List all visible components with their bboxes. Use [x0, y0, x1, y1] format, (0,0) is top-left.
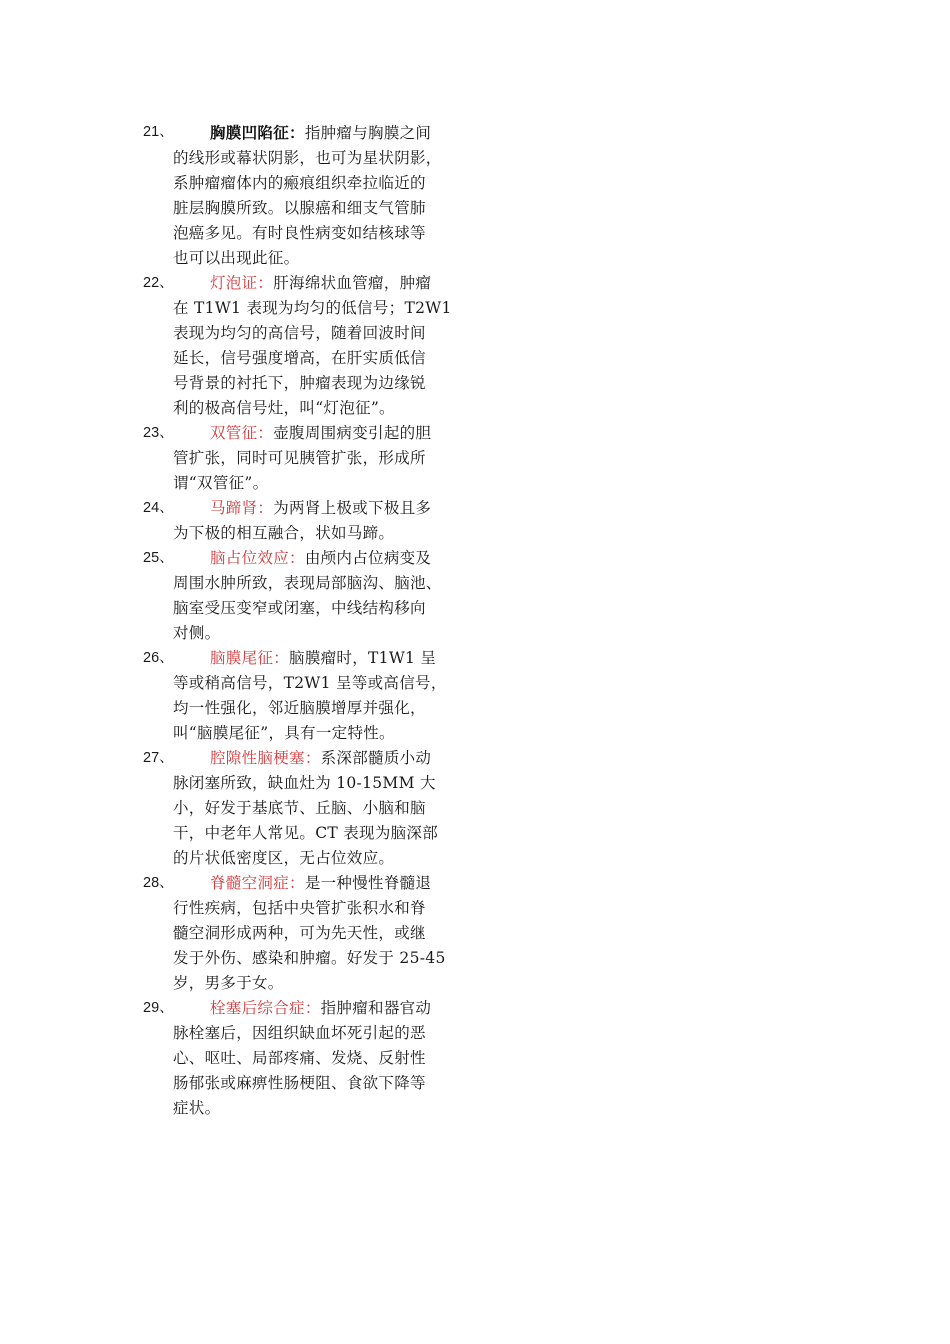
entry-line: 岁，男多于女。: [173, 974, 284, 992]
entry-line: [173, 646, 463, 671]
entry-definition-text: 系深部髓质小动: [320, 749, 432, 767]
entry-definition-text: 肝海绵状血管瘤，肿瘤: [273, 274, 432, 292]
definition-entry: [143, 996, 463, 1121]
entry-line: 症状。: [173, 1099, 221, 1117]
entry-number: 27、: [143, 750, 174, 766]
entry-number: 24、: [143, 500, 174, 516]
entry-number: 26、: [143, 650, 174, 666]
entry-definition-text: 指肿瘤和器官动: [320, 999, 432, 1017]
definition-entry: [143, 271, 463, 421]
definition-entry: [143, 496, 463, 546]
entry-number: 22、: [143, 275, 174, 291]
entry-line: 肠郁张或麻痹性肠梗阻、食欲下降等: [173, 1074, 426, 1092]
entry-line: 延长，信号强度增高，在肝实质低信: [173, 349, 426, 367]
entry-line: 小，好发于基底节、丘脑、小脑和脑: [173, 799, 426, 817]
entry-term: 栓塞后综合症: [210, 999, 305, 1017]
entry-line: [173, 746, 463, 771]
entry-line: 也可以出现此征。: [173, 249, 300, 267]
definition-entry: [143, 421, 463, 496]
entry-term-colon: ：: [257, 499, 274, 517]
entry-definition-text: 是一种慢性脊髓退: [304, 874, 432, 892]
definition-entry: [143, 871, 463, 996]
entry-number: 29、: [143, 1000, 174, 1016]
entry-line: [173, 496, 463, 521]
entry-number: 25、: [143, 550, 174, 566]
entry-line: 髓空洞形成两种，可为先天性，或继: [173, 924, 426, 942]
entry-line: 脉闭塞所致，缺血灶为 10-15MM 大: [173, 774, 436, 792]
entry-line: 对侧。: [173, 624, 221, 642]
entry-line: 号背景的衬托下，肿瘤表现为边缘锐: [173, 374, 426, 392]
entry-number: 23、: [143, 425, 174, 441]
entry-line: 泡癌多见。有时良性病变如结核球等: [173, 224, 426, 242]
entry-line: 的线形或幕状阴影，也可为星状阴影，: [173, 149, 442, 167]
entry-line: 发于外伤、感染和肿瘤。好发于 25-45: [173, 949, 446, 967]
entry-line: 在 T1W1 表现为均匀的低信号；T2W1: [173, 299, 452, 317]
entry-line: [173, 421, 463, 446]
entry-term: 脑膜尾征: [210, 649, 274, 667]
entry-definition-text: 脑膜瘤时，T1W1 呈: [289, 649, 437, 667]
entry-line: 的片状低密度区，无占位效应。: [173, 849, 395, 867]
entry-line: 脏层胸膜所致。以腺癌和细支气管肺: [173, 199, 426, 217]
entry-line: 周围水肿所致，表现局部脑沟、脑池、: [173, 574, 442, 592]
entry-definition-text: 为两肾上极或下极且多: [273, 499, 432, 517]
entry-term: 马蹄肾: [210, 499, 258, 517]
entry-line: 叫“脑膜尾征”，具有一定特性。: [173, 724, 395, 742]
entry-term-colon: ：: [304, 999, 321, 1017]
entry-line: 表现为均匀的高信号，随着回波时间: [173, 324, 426, 342]
entry-line: [173, 996, 463, 1021]
entry-line: [173, 871, 463, 896]
entry-line: [173, 271, 463, 296]
entry-number: 21、: [143, 124, 174, 140]
entry-term-colon: ：: [257, 424, 274, 442]
entry-term-colon: ：: [273, 649, 290, 667]
definition-list: [143, 120, 463, 1121]
entry-term-colon: ：: [257, 274, 274, 292]
entry-line: 干，中老年人常见。CT 表现为脑深部: [173, 824, 439, 842]
entry-term-colon: ：: [289, 123, 305, 142]
entry-line: 均一性强化，邻近脑膜增厚并强化，: [173, 699, 426, 717]
entry-line: 等或稍高信号，T2W1 呈等或高信号，: [173, 674, 447, 692]
entry-line: 管扩张，同时可见胰管扩张，形成所: [173, 449, 426, 467]
entry-number: 28、: [143, 875, 174, 891]
definition-entry: [143, 120, 463, 271]
entry-definition-text: 壶腹周围病变引起的胆: [273, 424, 432, 442]
entry-line: 系肿瘤瘤体内的瘢痕组织牵拉临近的: [173, 174, 426, 192]
entry-line: 脉栓塞后，因组织缺血坏死引起的恶: [173, 1024, 426, 1042]
entry-term: 腔隙性脑梗塞: [210, 749, 305, 767]
entry-line: 脑室受压变窄或闭塞，中线结构移向: [173, 599, 426, 617]
entry-term-colon: ：: [289, 874, 305, 892]
entry-term: 胸膜凹陷征: [210, 123, 290, 142]
entry-line: [173, 546, 463, 571]
entry-line: [173, 120, 463, 146]
entry-term-colon: ：: [304, 749, 321, 767]
entry-line: 行性疾病，包括中央管扩张积水和脊: [173, 899, 426, 917]
entry-line: 为下极的相互融合，状如马蹄。: [173, 524, 395, 542]
definition-entry: [143, 746, 463, 871]
entry-definition-text: 由颅内占位病变及: [304, 549, 432, 567]
definition-entry: [143, 646, 463, 746]
entry-term: 灯泡证: [210, 274, 258, 292]
entry-definition-text: 指肿瘤与胸膜之间: [304, 124, 432, 142]
entry-term: 脑占位效应: [210, 549, 290, 567]
entry-term: 脊髓空洞症: [210, 874, 290, 892]
entry-line: 心、呕吐、局部疼痛、发烧、反射性: [173, 1049, 426, 1067]
entry-term: 双管征: [210, 424, 258, 442]
entry-line: 利的极高信号灶，叫“灯泡征”。: [173, 399, 395, 417]
entry-term-colon: ：: [289, 549, 305, 567]
entry-line: 谓“双管征”。: [173, 474, 269, 492]
definition-entry: [143, 546, 463, 646]
